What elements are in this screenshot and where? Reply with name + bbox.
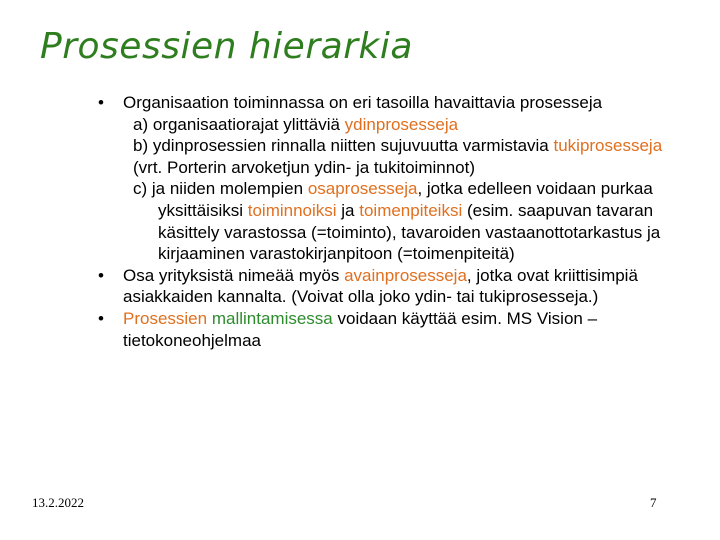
highlight-prosessien: Prosessien	[123, 308, 212, 328]
highlight-toiminnoiksi: toiminnoiksi	[247, 200, 337, 220]
highlight-avainprosesseja: avainprosesseja	[344, 265, 467, 285]
bullet-3	[98, 308, 698, 351]
sub-item-b	[123, 135, 698, 157]
sub-item-c-mid2: ja	[336, 200, 360, 220]
slide-body	[98, 92, 698, 351]
sub-item-c-mid1: , jotka edelleen voidaan purkaa yksittäisiksi	[158, 179, 653, 220]
highlight-tukiprosesseja: tukiprosesseja	[553, 136, 663, 156]
bullet-dot: •	[98, 308, 104, 328]
footer-date: 13.2.2022	[32, 495, 84, 510]
slide-title: Prosessien hierarkia	[40, 26, 413, 67]
highlight-mallintamisessa: mallintamisessa	[211, 308, 333, 328]
bullet-2	[98, 265, 698, 308]
page-number: 7	[650, 495, 657, 510]
sub-item-a-text: a) organisaatiorajat ylittäviä	[133, 114, 345, 134]
sub-item-b-text: b) ydinprosessien rinnalla niitten sujuvuutta varmistavia	[133, 136, 554, 156]
highlight-ydinprosesseja: ydinprosesseja	[344, 114, 459, 134]
bullet-2-post: , jotka ovat kriittisimpiä asiakkaiden kannalta. (Voivat olla joko ydin- tai tukiprosesseja.)	[123, 265, 638, 307]
bullet-dot: •	[98, 265, 104, 285]
highlight-toimenpiteiksi: toimenpiteiksi	[359, 200, 463, 220]
sub-item-c-post: (esim. saapuvan tavaran käsittely varastossa (=toiminto), tavaroiden vastaanottotarkastus ja kirjaaminen varastokirjanpitoon (=toimenpiteitä)	[158, 200, 661, 264]
sub-note-porter: (vrt. Porterin arvoketjun ydin- ja tukitoiminnot)	[133, 157, 476, 177]
bullet-3-post: voidaan käyttää esim. MS Vision – tietokoneohjelmaa	[123, 308, 598, 350]
sub-item-a	[123, 114, 698, 136]
highlight-osaprosesseja: osaprosesseja	[307, 179, 418, 199]
bullet-1-text: Organisaation toiminnassa on eri tasoilla havaittavia prosesseja	[123, 93, 603, 112]
bullet-1	[98, 92, 698, 265]
sub-item-c-text: c) ja niiden molempien	[133, 179, 308, 199]
sub-item-c	[123, 178, 698, 264]
bullet-2-pre: Osa yrityksistä nimeää myös	[123, 265, 345, 285]
bullet-dot: •	[98, 93, 104, 112]
